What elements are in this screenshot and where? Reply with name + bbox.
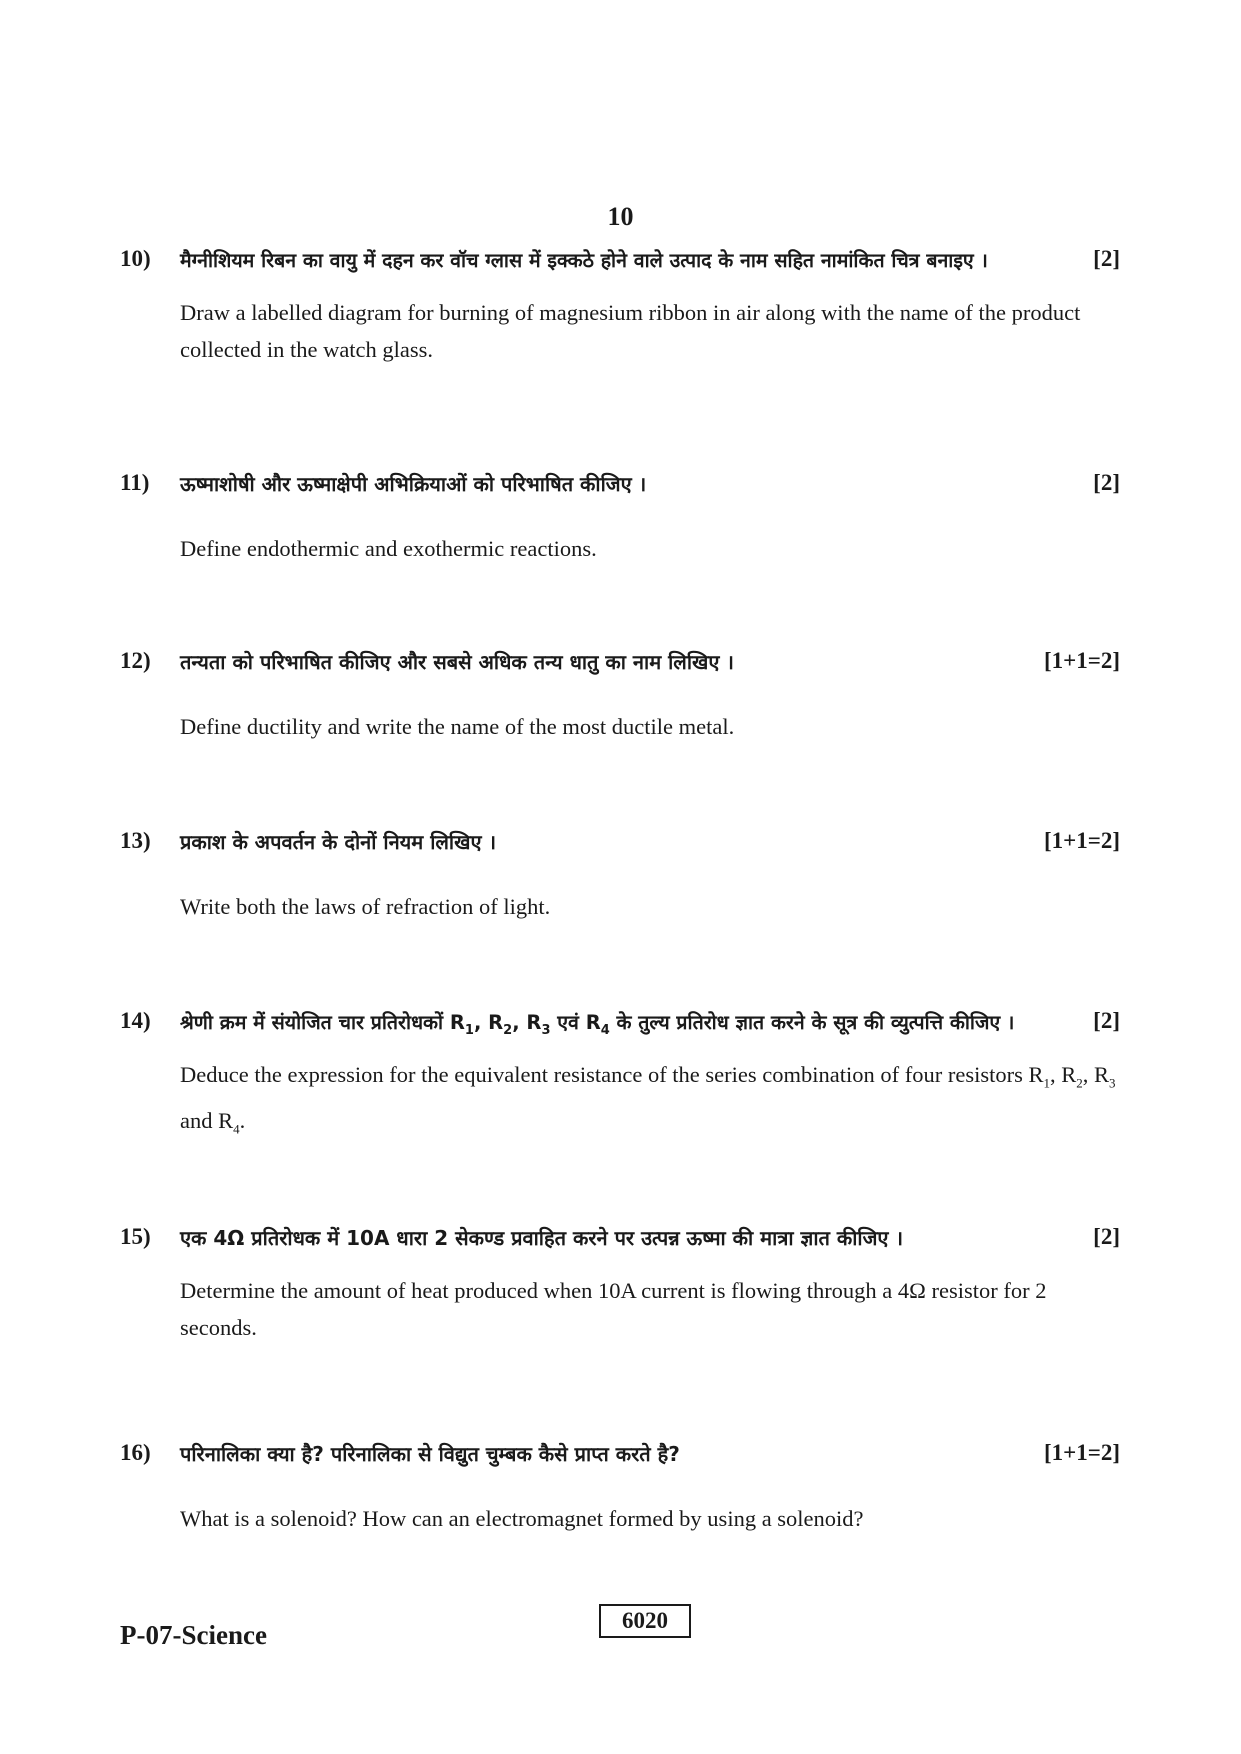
question-hindi-text: ऊष्माशोषी और ऊष्माक्षेपी अभिक्रियाओं को परिभाषित कीजिए ।: [180, 472, 647, 496]
question-16: [120, 1440, 1120, 1537]
question-english-text: Define ductility and write the name of the most ductile metal.: [180, 714, 735, 739]
question-marks: [2]: [1093, 1008, 1120, 1033]
question-hindi-text: मैग्नीशियम रिबन का वायु में दहन कर वॉच ग्लास में इक्कठे होने वाले उत्पाद के नाम सहित नामांकित चित्र बनाइए ।: [180, 249, 988, 272]
question-13: [120, 828, 1120, 925]
page-code-box: 6020: [599, 1604, 691, 1638]
question-hindi-text: प्रकाश के अपवर्तन के दोनों नियम लिखिए ।: [180, 830, 497, 854]
question-english-text: Define endothermic and exothermic reactions.: [180, 536, 597, 561]
question-15: [120, 1224, 1120, 1346]
question-10: [120, 246, 1120, 368]
question-hindi-text: तन्यता को परिभाषित कीजिए और सबसे अधिक तन्य धातु का नाम लिखिए ।: [180, 650, 734, 674]
question-number: 16): [120, 1440, 151, 1465]
question-marks: [1+1=2]: [1043, 828, 1120, 853]
question-number: 14): [120, 1008, 151, 1033]
question-14: [120, 1008, 1120, 1147]
question-marks: [2]: [1093, 1224, 1120, 1249]
question-number: 12): [120, 648, 151, 673]
page-number: 10: [607, 202, 634, 231]
paper-code: P-07-Science: [120, 1620, 267, 1650]
question-hindi-text: श्रेणी क्रम में संयोजित चार प्रतिरोधकों $R_1$, $R_2$, $R_3$ एवं $R_4$ के तुल्य प्रतिरोध ज्ञात करने के सूत्र की व्युत्पत्ति कीजिए ।: [180, 1011, 1015, 1038]
question-hindi-text: परिनालिका क्या है? परिनालिका से विद्युत चुम्बक कैसे प्राप्त करते है?: [180, 1442, 680, 1466]
question-marks: [1+1=2]: [1043, 648, 1120, 673]
question-number: 11): [120, 470, 150, 495]
question-english-text: Determine the amount of heat produced when 10A current is flowing through a 4Ω resistor for 2 seconds.: [180, 1278, 1047, 1340]
question-12: [120, 648, 1120, 745]
question-english-text: Draw a labelled diagram for burning of magnesium ribbon in air along with the name of the product collected in the watch glass.: [180, 300, 1081, 362]
question-marks: [2]: [1093, 470, 1120, 495]
question-marks: [2]: [1093, 246, 1120, 271]
question-hindi-text: एक 4Ω प्रतिरोधक में 10A धारा 2 सेकण्ड प्रवाहित करने पर उत्पन्न ऊष्मा की मात्रा ज्ञात कीजिए ।: [180, 1226, 904, 1250]
question-english-text: What is a solenoid? How can an electromagnet formed by using a solenoid?: [180, 1506, 864, 1531]
question-11: [120, 470, 1120, 567]
question-number: 13): [120, 828, 151, 853]
question-number: 10): [120, 246, 151, 271]
question-english-text: Write both the laws of refraction of light.: [180, 894, 551, 919]
question-english-text: Deduce the expression for the equivalent resistance of the series combination of four resistors $R_1$, $R_2$, $R_3$ and $R_4$.: [180, 1062, 1116, 1136]
question-marks: [1+1=2]: [1043, 1440, 1120, 1465]
question-number: 15): [120, 1224, 151, 1249]
